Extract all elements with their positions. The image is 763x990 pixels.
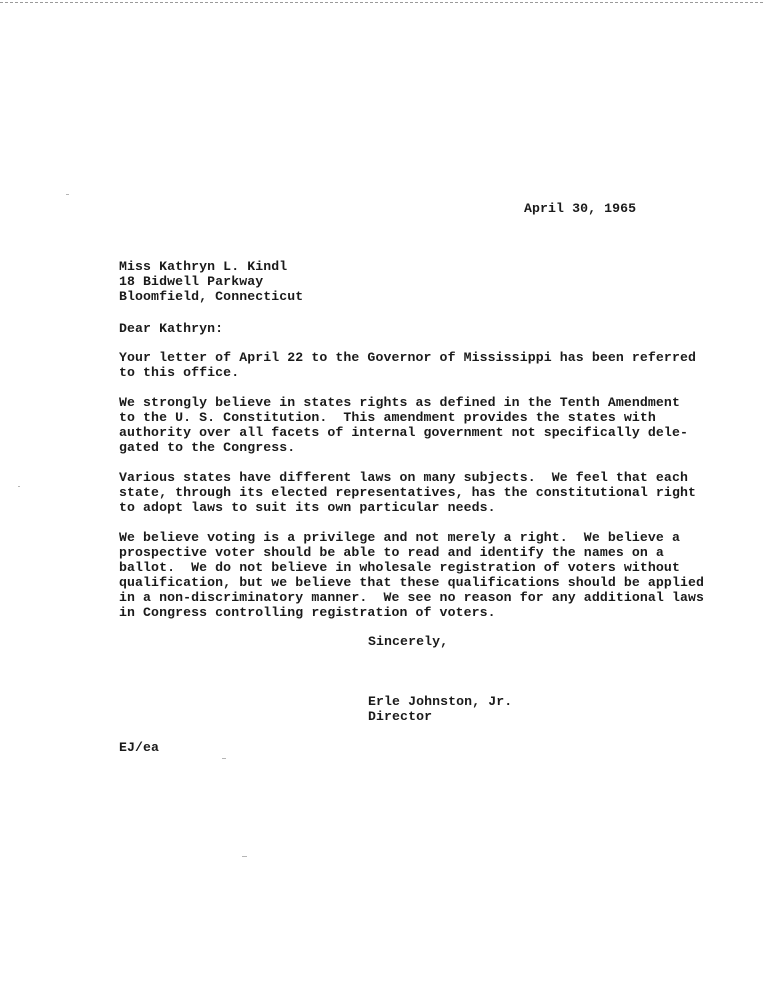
typist-initials: EJ/ea xyxy=(119,740,160,755)
paragraph-line: to the U. S. Constitution. This amendment provides the states with xyxy=(119,410,656,425)
paragraph-line: to adopt laws to suit its own particular needs. xyxy=(119,500,496,515)
paragraph-line: to this office. xyxy=(119,365,240,380)
top-edge-rule xyxy=(0,2,763,3)
scan-speck xyxy=(242,856,247,857)
paragraph-line: We believe voting is a privilege and not merely a right. We believe a xyxy=(119,530,680,545)
paragraph-line: gated to the Congress. xyxy=(119,440,296,455)
paragraph-line: prospective voter should be able to read and identify the names on a xyxy=(119,545,664,560)
recipient-city: Bloomfield, Connecticut xyxy=(119,289,304,304)
recipient-name: Miss Kathryn L. Kindl xyxy=(119,259,288,274)
scan-speck xyxy=(222,758,226,759)
closing: Sincerely, xyxy=(368,634,449,649)
paragraph-line: We strongly believe in states rights as defined in the Tenth Amendment xyxy=(119,395,680,410)
scan-speck xyxy=(66,194,69,195)
paragraph-line: in Congress controlling registration of voters. xyxy=(119,605,496,620)
salutation: Dear Kathryn: xyxy=(119,321,224,336)
scan-speck xyxy=(18,486,20,487)
signer-title: Director xyxy=(368,709,433,724)
paragraph-line: in a non-discriminatory manner. We see no reason for any additional laws xyxy=(119,590,705,605)
recipient-street: 18 Bidwell Parkway xyxy=(119,274,264,289)
paragraph-line: ballot. We do not believe in wholesale registration of voters without xyxy=(119,560,680,575)
letter-date: April 30, 1965 xyxy=(524,201,637,216)
paragraph-line: qualification, but we believe that these qualifications should be applied xyxy=(119,575,705,590)
signer-name: Erle Johnston, Jr. xyxy=(368,694,513,709)
paragraph-line: authority over all facets of internal government not specifically dele- xyxy=(119,425,688,440)
paragraph-line: Various states have different laws on many subjects. We feel that each xyxy=(119,470,688,485)
paragraph-line: Your letter of April 22 to the Governor of Mississippi has been referred xyxy=(119,350,696,365)
paragraph-line: state, through its elected representatives, has the constitutional right xyxy=(119,485,696,500)
